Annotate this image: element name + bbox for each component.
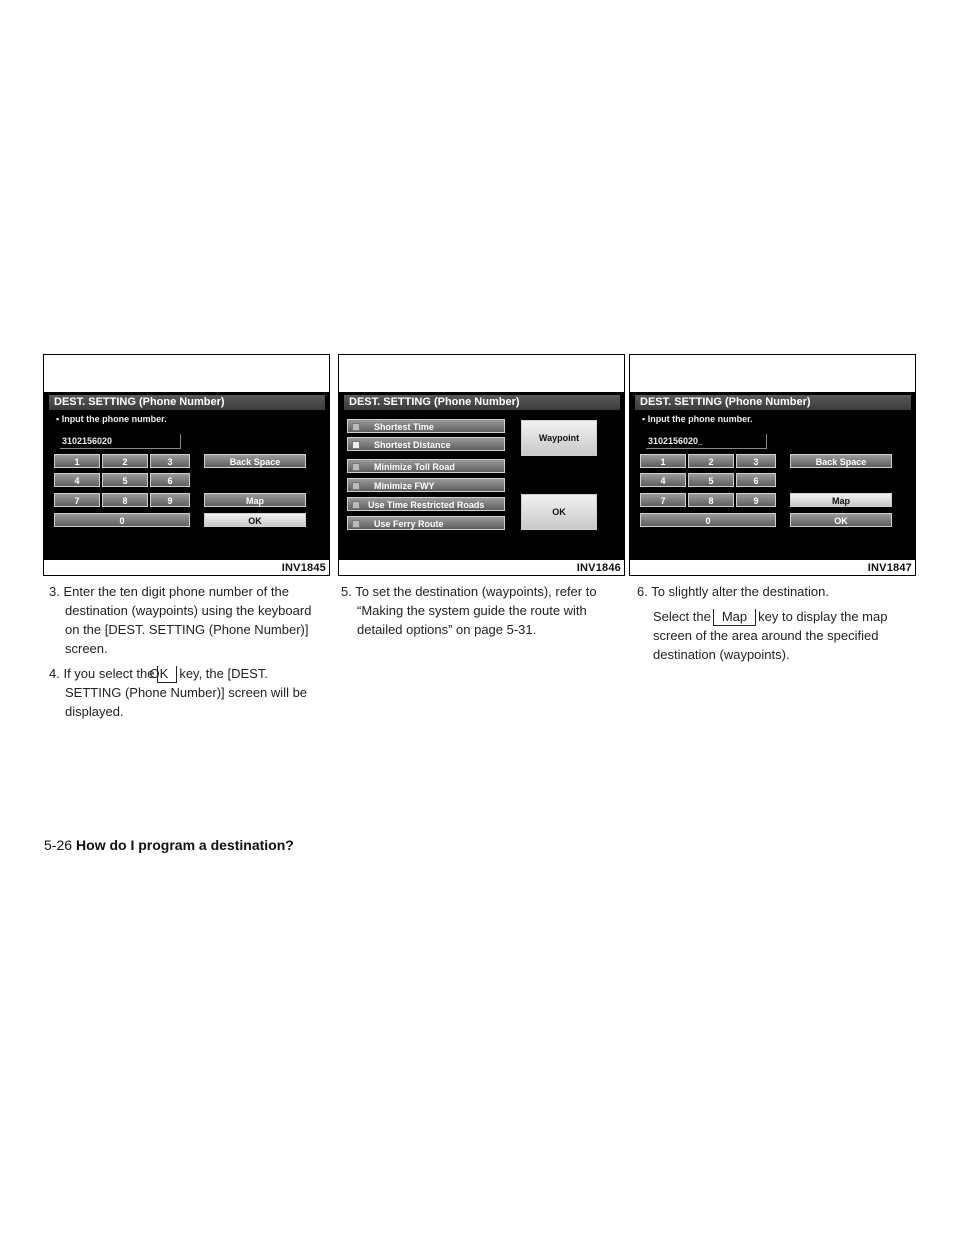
- screen-title: DEST. SETTING (Phone Number): [344, 395, 620, 410]
- column-1-text: [49, 582, 321, 727]
- key-1[interactable]: 1: [54, 454, 100, 468]
- figure-inv1847: [629, 354, 916, 576]
- figure-caption: INV1845: [281, 562, 326, 574]
- ok-button[interactable]: OK: [204, 513, 306, 527]
- key-4[interactable]: 4: [640, 473, 686, 487]
- key-1[interactable]: 1: [640, 454, 686, 468]
- key-8[interactable]: 8: [102, 493, 148, 507]
- checkbox-icon: [352, 463, 360, 471]
- key-7[interactable]: 7: [54, 493, 100, 507]
- key-0[interactable]: 0: [54, 513, 190, 527]
- figure-caption: INV1847: [867, 562, 912, 574]
- figure-inv1845: [43, 354, 330, 576]
- step-3: 3. Enter the ten digit phone number of the destination (waypoints) using the keyboard on the [DEST. SETTING (Phone Number)] screen.: [49, 584, 312, 656]
- page-number: 5-26: [44, 837, 73, 853]
- checkbox-icon: [352, 482, 360, 490]
- screen-title: DEST. SETTING (Phone Number): [635, 395, 911, 410]
- ok-button[interactable]: OK: [521, 494, 597, 530]
- column-2-text: [341, 582, 611, 645]
- figure-caption: INV1846: [576, 562, 621, 574]
- screen-title: DEST. SETTING (Phone Number): [49, 395, 325, 410]
- figure-inv1846: [338, 354, 625, 576]
- input-prompt: ▪ Input the phone number.: [642, 414, 753, 424]
- key-2[interactable]: 2: [102, 454, 148, 468]
- step-6-detail: Select the Map key to display the map screen of the area around the specified destination (waypoints).: [653, 609, 888, 662]
- map-key-label: Map: [713, 609, 756, 626]
- step-6: 6. To slightly alter the destination.: [637, 584, 829, 599]
- key-0[interactable]: 0: [640, 513, 776, 527]
- key-2[interactable]: 2: [688, 454, 734, 468]
- section-title: How do I program a destination?: [76, 837, 294, 853]
- step-5: 5. To set the destination (waypoints), refer to “Making the system guide the route with detailed options” on page 5-31.: [341, 584, 597, 637]
- column-3-text: [637, 582, 909, 664]
- checkbox-icon: [352, 441, 360, 449]
- key-9[interactable]: 9: [150, 493, 190, 507]
- phone-number-field[interactable]: 3102156020_: [646, 434, 767, 449]
- step-4: 4. If you select theOK key, the [DEST. SETTING (Phone Number)] screen will be displayed.: [49, 666, 308, 719]
- key-7[interactable]: 7: [640, 493, 686, 507]
- page-footer: [44, 837, 294, 853]
- phone-number-field[interactable]: 3102156020: [60, 434, 181, 449]
- ok-button[interactable]: OK: [790, 513, 892, 527]
- waypoint-button[interactable]: Waypoint: [521, 420, 597, 456]
- back-space-button[interactable]: Back Space: [790, 454, 892, 468]
- key-4[interactable]: 4: [54, 473, 100, 487]
- option-minimize-toll-road[interactable]: Minimize Toll Road: [347, 459, 505, 473]
- map-button[interactable]: Map: [204, 493, 306, 507]
- option-shortest-distance[interactable]: Shortest Distance: [347, 437, 505, 451]
- key-6[interactable]: 6: [150, 473, 190, 487]
- key-5[interactable]: 5: [102, 473, 148, 487]
- checkbox-icon: [352, 520, 360, 528]
- key-3[interactable]: 3: [150, 454, 190, 468]
- input-prompt: ▪ Input the phone number.: [56, 414, 167, 424]
- option-shortest-time[interactable]: Shortest Time: [347, 419, 505, 433]
- key-9[interactable]: 9: [736, 493, 776, 507]
- key-6[interactable]: 6: [736, 473, 776, 487]
- key-5[interactable]: 5: [688, 473, 734, 487]
- key-3[interactable]: 3: [736, 454, 776, 468]
- ok-key-label: OK: [157, 666, 178, 683]
- key-8[interactable]: 8: [688, 493, 734, 507]
- back-space-button[interactable]: Back Space: [204, 454, 306, 468]
- option-use-time-restricted-roads[interactable]: Use Time Restricted Roads: [347, 497, 505, 511]
- checkbox-icon: [352, 501, 360, 509]
- nav-screen: [339, 392, 624, 560]
- option-use-ferry-route[interactable]: Use Ferry Route: [347, 516, 505, 530]
- nav-screen: [630, 392, 915, 560]
- option-minimize-fwy[interactable]: Minimize FWY: [347, 478, 505, 492]
- checkbox-icon: [352, 423, 360, 431]
- map-button[interactable]: Map: [790, 493, 892, 507]
- nav-screen: [44, 392, 329, 560]
